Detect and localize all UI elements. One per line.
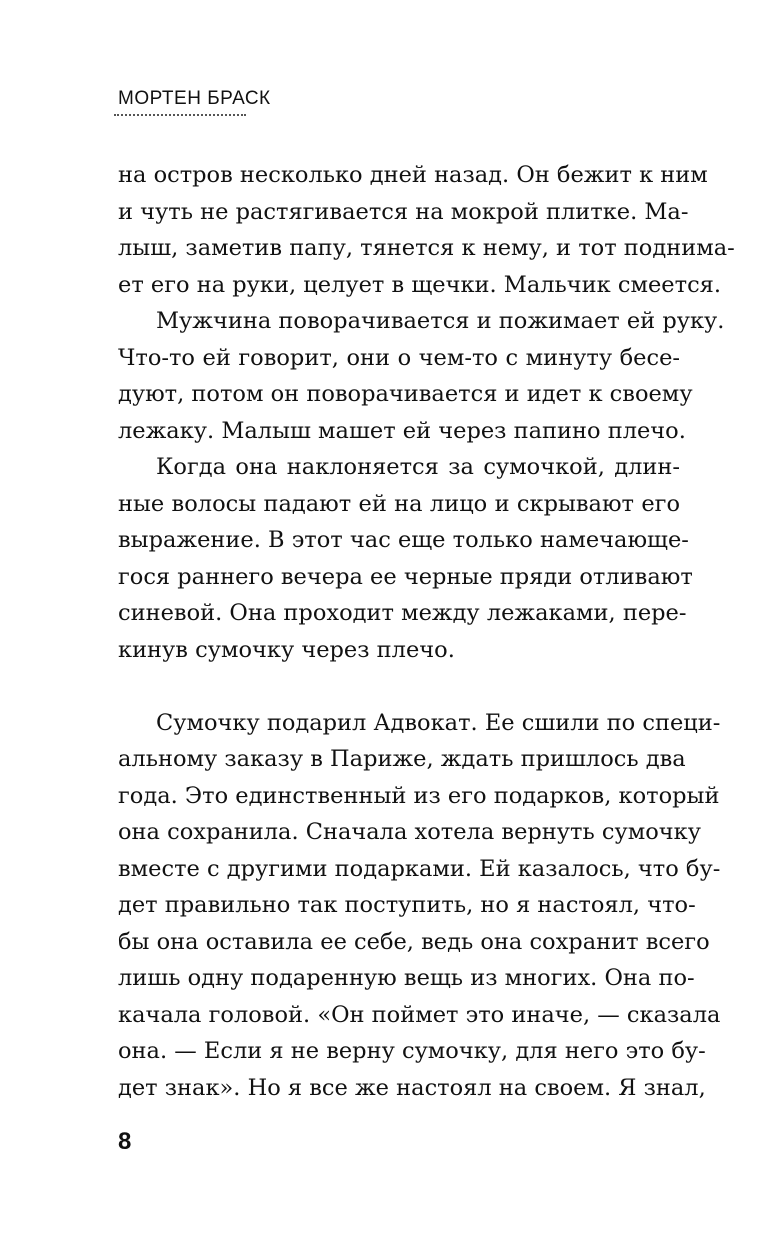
text-line: лыш, заметив папу, тянется к нему, и тот поднима- <box>118 235 735 261</box>
text-line: Когда она наклоняется за сумочкой, длин- <box>156 454 680 480</box>
text-line: Что-то ей говорит, они о чем-то с минуту бесе- <box>118 344 680 371</box>
text-line: гося раннего вечера ее черные пряди отливают <box>118 563 693 590</box>
text-line: Мужчина поворачивается и пожимает ей руку. <box>156 308 725 334</box>
text-line: дуют, потом он поворачивается и идет к своему <box>118 381 693 407</box>
paragraph <box>118 449 693 668</box>
text-line: бы она оставила ее себе, ведь она сохранит всего <box>118 928 710 955</box>
text-line: выражение. В этот час еще только намечающе- <box>118 527 689 553</box>
text-line: лишь одну подаренную вещь из многих. Она по- <box>118 965 695 991</box>
body-text <box>118 157 735 1106</box>
section-break <box>118 668 680 705</box>
text-line: ет его на руки, целует в щечки. Мальчик смеется. <box>118 271 722 298</box>
text-line: дет правильно так поступить, но я настоял, что- <box>118 892 696 918</box>
text-line: ные волосы падают ей на лицо и скрывают его <box>118 490 680 517</box>
text-line: кинув сумочку через плечо. <box>118 636 455 663</box>
text-line: синевой. Она проходит между лежаками, пере- <box>118 600 687 626</box>
running-head-author: МОРТЕН БРАСК <box>118 88 271 109</box>
text-line: дет знак». Но я все же настоял на своем. Я знал, <box>118 1074 706 1101</box>
text-line: лежаку. Малыш машет ей через папино плечо. <box>118 417 686 444</box>
paragraph <box>118 157 735 303</box>
page-number: 8 <box>118 1128 132 1155</box>
text-line: на остров несколько дней назад. Он бежит к ним <box>118 162 708 188</box>
text-line: и чуть не растягивается на мокрой плитке. Ма- <box>118 198 689 225</box>
text-line: она сохранила. Сначала хотела вернуть сумочку <box>118 819 701 845</box>
text-line: Сумочку подарил Адвокат. Ее сшили по специ- <box>156 709 721 736</box>
text-line: года. Это единственный из его подарков, который <box>118 782 720 809</box>
text-line: вместе с другими подарками. Ей казалось, что бу- <box>118 855 721 882</box>
running-head-rule <box>114 114 246 116</box>
paragraph <box>118 303 725 449</box>
text-line: качала головой. «Он поймет это иначе, — сказала <box>118 1001 721 1028</box>
text-line: она. — Если я не верну сумочку, для него это бу- <box>118 1038 706 1064</box>
text-line: альному заказу в Париже, ждать пришлось два <box>118 746 686 772</box>
paragraph <box>118 705 721 1107</box>
